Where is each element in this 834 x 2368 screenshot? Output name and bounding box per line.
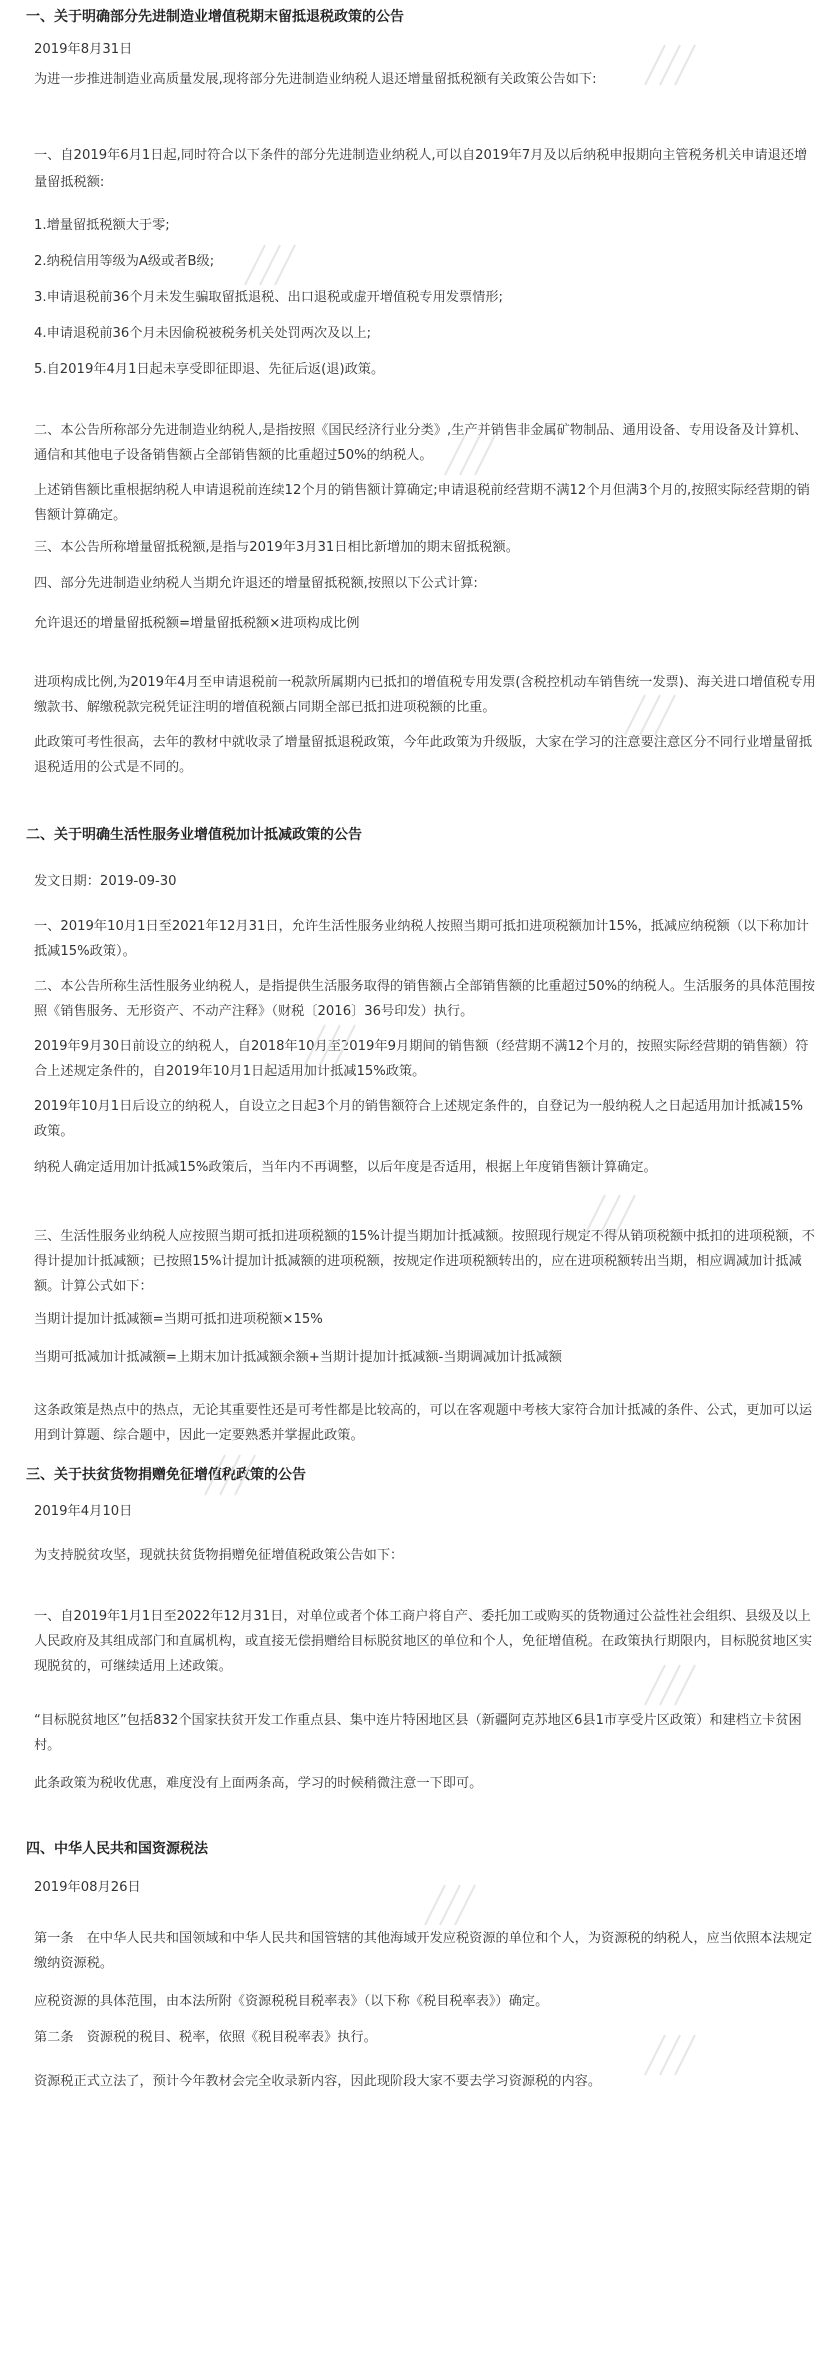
section-3-date: 2019年4月10日: [34, 1504, 133, 1519]
section-2-p3: 2019年9月30日前设立的纳税人，自2018年10月至2019年9月期间的销售额（经营期不满12个月的，按照实际经营期的销售额）符合上述规定条件的，自2019年10月1日起适用加计抵减15%政策。: [34, 1039, 809, 1079]
section-1-item-3: 3.申请退税前36个月未发生骗取留抵退税、出口退税或虚开增值税专用发票情形;: [34, 290, 503, 305]
section-1-p4: 三、本公告所称增量留抵税额,是指与2019年3月31日相比新增加的期末留抵税额。: [34, 540, 519, 555]
pen-stroke-mark: [420, 1880, 480, 1930]
pen-stroke-mark: [300, 1020, 360, 1070]
section-2-p1: 一、2019年10月1日至2021年12月31日，允许生活性服务业纳税人按照当期可抵扣进项税额加计15%，抵减应纳税额（以下称加计抵减15%政策）。: [34, 919, 809, 959]
section-2-p2: 二、本公告所称生活性服务业纳税人，是指提供生活服务取得的销售额占全部销售额的比重超过50%的纳税人。生活服务的具体范围按照《销售服务、无形资产、不动产注释》（财税〔2016〕36号印发）执行。: [34, 979, 815, 1019]
section-1-formula: 允许退还的增量留抵税额=增量留抵税额×进项构成比例: [34, 616, 360, 631]
section-1-heading: 一、关于明确部分先进制造业增值税期末留抵退税政策的公告: [26, 9, 404, 25]
section-4-date: 2019年08月26日: [34, 1880, 141, 1895]
pen-stroke-mark: [640, 1660, 700, 1710]
section-3-p1: 一、自2019年1月1日至2022年12月31日，对单位或者个体工商户将自产、委托加工或购买的货物通过公益性社会组织、县级及以上人民政府及其组成部门和直属机构，或直接无偿捐赠给目标脱贫地区的单位和个人，免征增值税。在政策执行期限内，目标脱贫地区实现脱贫的，可继续适用上述政策。: [34, 1609, 813, 1674]
section-1-item-1: 1.增量留抵税额大于零;: [34, 218, 170, 233]
section-2-heading: 二、关于明确生活性服务业增值税加计抵减政策的公告: [26, 827, 362, 843]
pen-stroke-mark: [640, 40, 700, 90]
section-2-date: 发文日期：2019-09-30: [34, 874, 177, 889]
section-1-note: 此政策可考性很高，去年的教材中就收录了增量留抵退税政策，今年此政策为升级版，大家在学习的注意要注意区分不同行业增量留抵退税适用的公式是不同的。: [34, 735, 813, 775]
pen-stroke-mark: [620, 690, 680, 740]
section-2-p4: 2019年10月1日后设立的纳税人，自设立之日起3个月的销售额符合上述规定条件的，自登记为一般纳税人之日起适用加计抵减15%政策。: [34, 1099, 803, 1139]
section-1-item-2: 2.纳税信用等级为A级或者B级;: [34, 254, 215, 269]
section-4-heading: 四、中华人民共和国资源税法: [26, 1841, 208, 1857]
pen-stroke-mark: [200, 1450, 260, 1500]
section-4-note: 资源税正式立法了，预计今年教材会完全收录新内容，因此现阶段大家不要去学习资源税的内容。: [34, 2074, 602, 2089]
pen-stroke-mark: [440, 430, 500, 480]
pen-stroke-mark: [640, 2030, 700, 2080]
section-3-intro: 为支持脱贫攻坚，现就扶贫货物捐赠免征增值税政策公告如下：: [34, 1548, 404, 1563]
section-4-p1: 第一条 在中华人民共和国领域和中华人民共和国管辖的其他海域开发应税资源的单位和个人，为资源税的纳税人，应当依照本法规定缴纳资源税。: [34, 1931, 813, 1971]
section-2-p5: 纳税人确定适用加计抵减15%政策后，当年内不再调整，以后年度是否适用，根据上年度销售额计算确定。: [34, 1160, 657, 1175]
section-1-intro: 为进一步推进制造业高质量发展,现将部分先进制造业纳税人退还增量留抵税额有关政策公告如下:: [34, 72, 597, 87]
section-1-p3: 上述销售额比重根据纳税人申请退税前连续12个月的销售额计算确定;申请退税前经营期不满12个月但满3个月的,按照实际经营期的销售额计算确定。: [34, 483, 810, 523]
section-1-p1: 一、自2019年6月1日起,同时符合以下条件的部分先进制造业纳税人,可以自2019年7月及以后纳税申报期向主管税务机关申请退还增量留抵税额:: [34, 148, 808, 190]
section-1-p6: 进项构成比例,为2019年4月至申请退税前一税款所属期内已抵扣的增值税专用发票(含税控机动车销售统一发票)、海关进口增值税专用缴款书、解缴税款完税凭证注明的增值税额占同期全部已抵扣进项税额的比重。: [34, 675, 816, 715]
section-4-p3: 第二条 资源税的税目、税率，依照《税目税率表》执行。: [34, 2030, 377, 2045]
section-2-formula-2: 当期可抵减加计抵减额=上期末加计抵减额余额+当期计提加计抵减额-当期调减加计抵减额: [34, 1350, 562, 1365]
section-1-item-5: 5.自2019年4月1日起未享受即征即退、先征后返(退)政策。: [34, 362, 385, 377]
section-2-note: 这条政策是热点中的热点，无论其重要性还是可考性都是比较高的，可以在客观题中考核大家符合加计抵减的条件、公式，更加可以运用到计算题、综合题中，因此一定要熟悉并掌握此政策。: [34, 1403, 813, 1443]
section-1-date: 2019年8月31日: [34, 42, 133, 57]
section-1-p5: 四、部分先进制造业纳税人当期允许退还的增量留抵税额,按照以下公式计算:: [34, 576, 478, 591]
pen-stroke-mark: [240, 240, 300, 290]
section-2-formula-1: 当期计提加计抵减额=当期可抵扣进项税额×15%: [34, 1312, 323, 1327]
section-3-heading: 三、关于扶贫货物捐赠免征增值税政策的公告: [26, 1467, 306, 1483]
pen-stroke-mark: [580, 1190, 640, 1240]
section-4-p2: 应税资源的具体范围，由本法所附《资源税税目税率表》（以下称《税目税率表》）确定。: [34, 1994, 549, 2009]
section-2-p6: 三、生活性服务业纳税人应按照当期可抵扣进项税额的15%计提当期加计抵减额。按照现行规定不得从销项税额中抵扣的进项税额，不得计提加计抵减额；已按照15%计提加计抵减额的进项税额，按规定作进项税额转出的，应在进项税额转出当期，相应调减加计抵减额。计算公式如下：: [34, 1229, 815, 1294]
section-3-p2: “目标脱贫地区”包括832个国家扶贫开发工作重点县、集中连片特困地区县（新疆阿克苏地区6县1市享受片区政策）和建档立卡贫困村。: [34, 1713, 802, 1753]
section-1-p2: 二、本公告所称部分先进制造业纳税人,是指按照《国民经济行业分类》,生产并销售非金属矿物制品、通用设备、专用设备及计算机、通信和其他电子设备销售额占全部销售额的比重超过50%的纳税人。: [34, 423, 808, 463]
section-3-note: 此条政策为税收优惠，难度没有上面两条高，学习的时候稍微注意一下即可。: [34, 1776, 483, 1791]
section-1-item-4: 4.申请退税前36个月未因偷税被税务机关处罚两次及以上;: [34, 326, 372, 341]
